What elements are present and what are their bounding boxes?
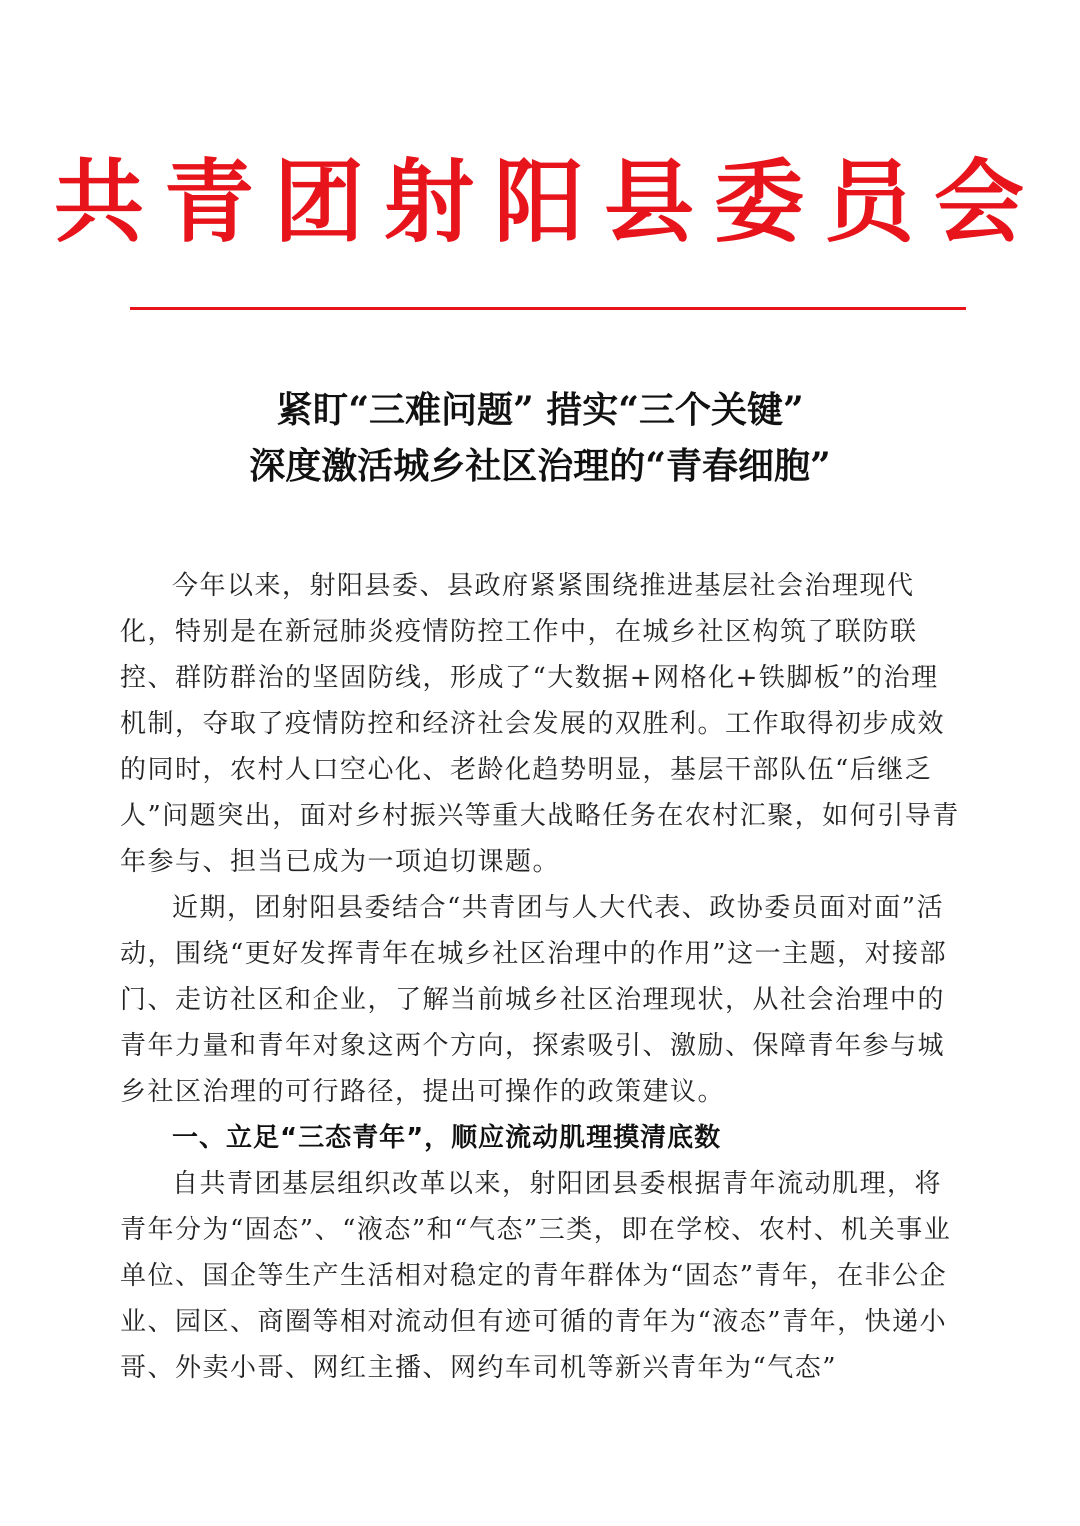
article-title-line-2: 深度激活城乡社区治理的“青春细胞”: [249, 445, 831, 487]
paragraph-section-1: 自共青团基层组织改革以来，射阳团县委根据青年流动肌理，将青年分为“固态”、“液态”和“气态”三类，即在学校、农村、机关事业单位、国企等生产生活相对稳定的青年群体为“固态”青年，在非公企业、园区、商圈等相对流动但有迹可循的青年为“液态”青年，快递小哥、外卖小哥、网红主播、网约车司机等新兴青年为“气态”: [120, 1169, 952, 1383]
organization-masthead: 共青团射阳县委员会: [54, 150, 1044, 255]
red-divider-line: [130, 307, 966, 310]
article-title-line-1: 紧盯“三难问题” 措实“三个关键”: [276, 389, 804, 431]
paragraph-recent: 近期，团射阳县委结合“共青团与人大代表、政协委员面对面”活动，围绕“更好发挥青年在城乡社区治理中的作用”这一主题，对接部门、走访社区和企业，了解当前城乡社区治理现状，从社会治理中的青年力量和青年对象这两个方向，探索吸引、激励、保障青年参与城乡社区治理的可行路径，提出可操作的政策建议。: [120, 893, 948, 1107]
article-body: [120, 563, 962, 1391]
section-heading-1: 一、立足“三态青年”，顺应流动肌理摸清底数: [172, 1123, 722, 1153]
paragraph-intro: 今年以来，射阳县委、县政府紧紧围绕推进基层社会治理现代化，特别是在新冠肺炎疫情防控工作中，在城乡社区构筑了联防联控、群防群治的坚固防线，形成了“大数据+网格化+铁脚板”的治理机制，夺取了疫情防控和经济社会发展的双胜利。工作取得初步成效的同时，农村人口空心化、老龄化趋势明显，基层干部队伍“后继乏人”问题突出，面对乡村振兴等重大战略任务在农村汇聚，如何引导青年参与、担当已成为一项迫切课题。: [120, 571, 960, 877]
